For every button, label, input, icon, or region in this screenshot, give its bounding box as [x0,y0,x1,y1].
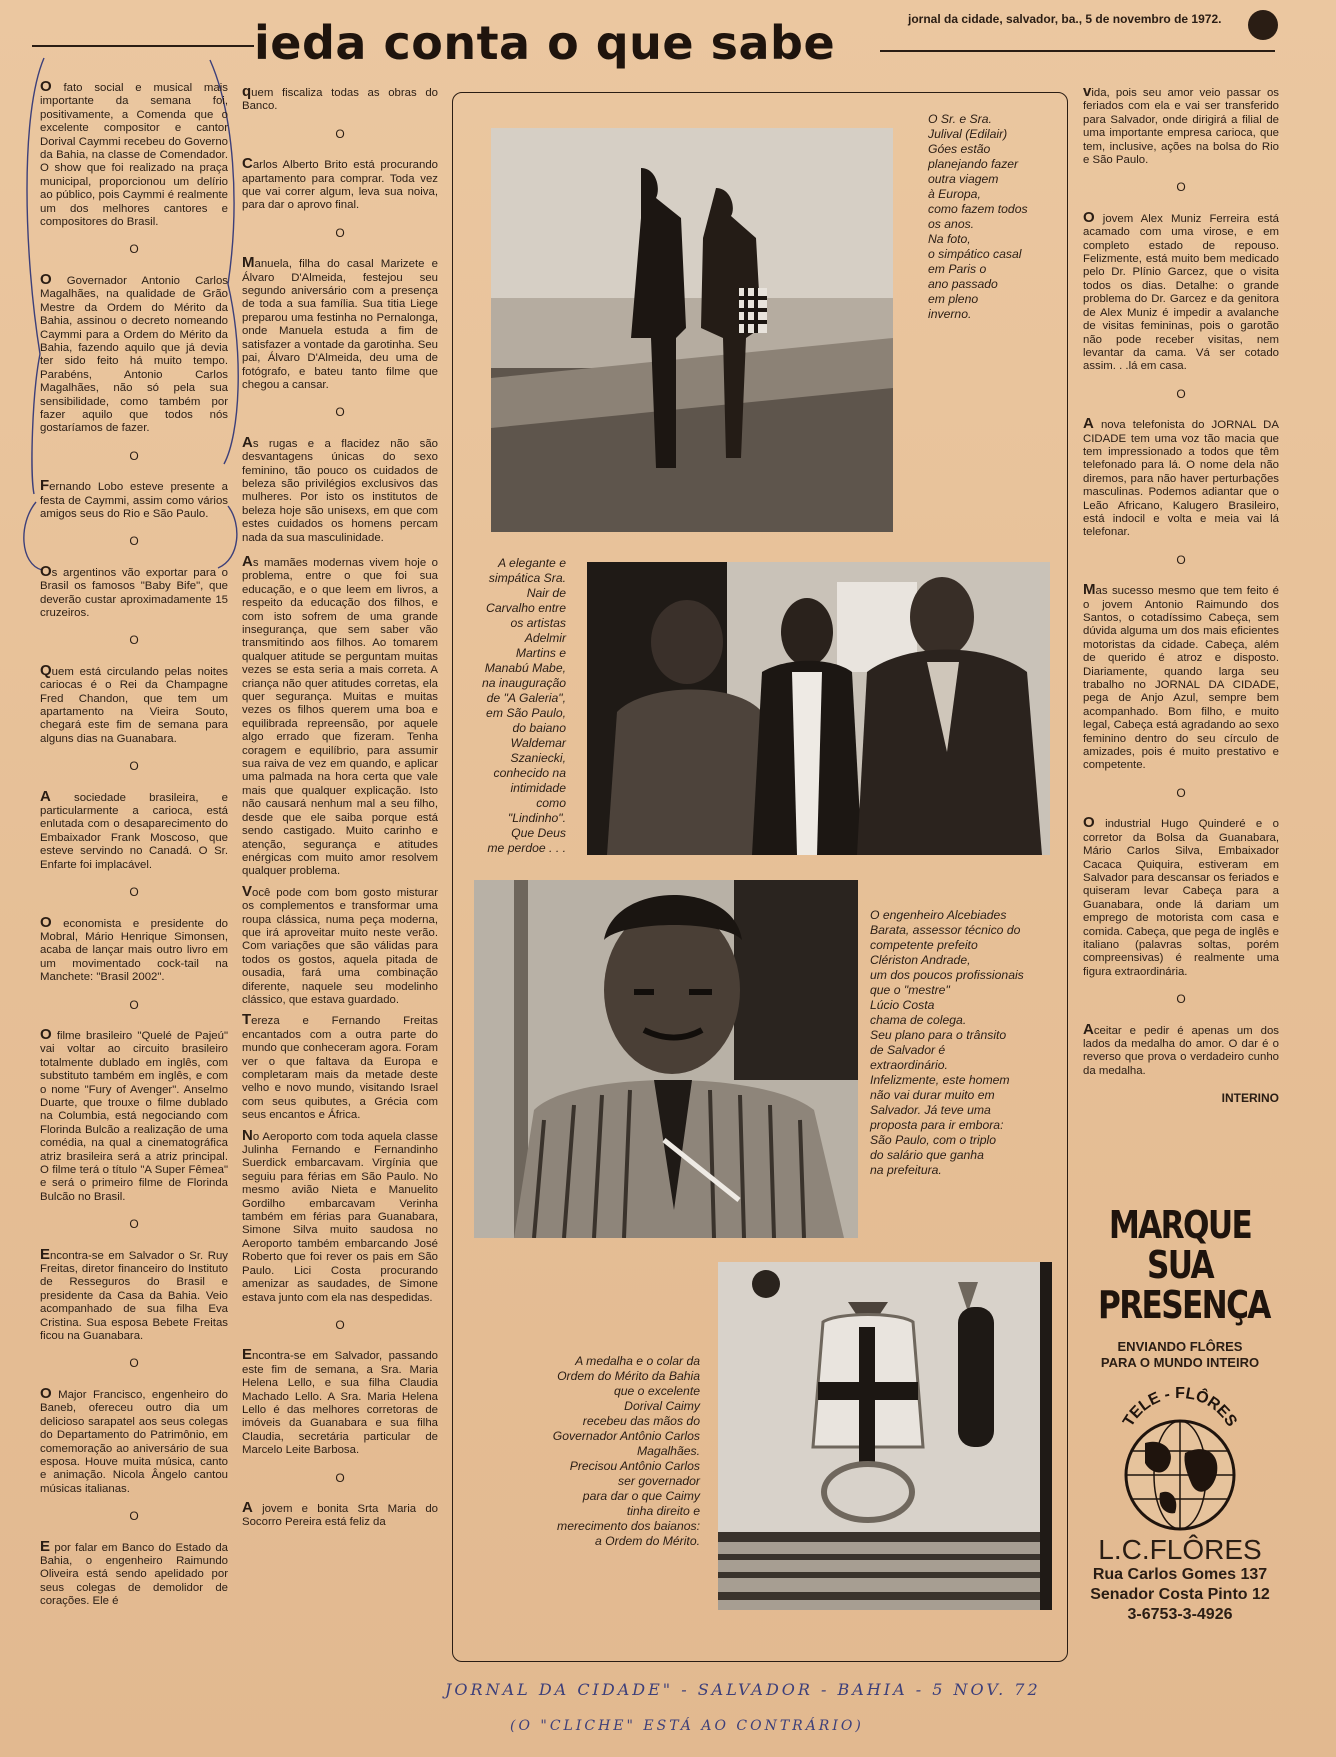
item-text: A sociedade brasileira, e particularmente a carioca, está enlutada com o desaparecimento do Embaixador Frank Moscoso, que esteve servindo no Canadá. O Sr. Enfarte foi implacável. [40,787,228,871]
header-rule-right [880,50,1275,52]
caption-line: extraordinário. [870,1058,948,1072]
separator: O [335,1470,345,1485]
item-text: Você pode com bom gosto misturar os complementos e transformar uma roupa clássica, numa peça moderna, que irá aproveitar muito neste verão. Com variações que são válidas para todos os gostos, aquela pitada de ousadia, fará uma combinação diferente, naquele seu modelinho clássico, que estava guardado. [242,882,438,1006]
caption-line: recebeu das mãos do [582,1414,700,1428]
caption-line: um dos poucos profissionais [870,968,1024,982]
caption-line: Szaniecki, [510,751,566,765]
separator: O [1176,180,1186,195]
gossip-column-2 [242,85,438,1530]
caption-line: do baiano [512,721,566,735]
column-title: ieda conta o que sabe [254,16,836,70]
caption-line: "Lindinho". [507,811,566,825]
caption-line: para dar o que Caimy [582,1489,700,1503]
gossip-column-3 [1083,85,1279,1106]
caption-line: inverno. [928,307,972,321]
caption-couple-paris [928,112,1058,322]
separator: O [129,759,139,774]
separator: O [335,126,345,141]
caption-line: Dorival Caimy [624,1399,700,1413]
dateline: jornal da cidade, salvador, ba., 5 de novembro de 1972. [908,12,1222,26]
item-text: E por falar em Banco do Estado da Bahia, o engenheiro Raimundo Oliveira está sendo apelidado por seus colegas de demolidor de corações. Ele é [40,1537,228,1608]
caption-line: simpática Sra. [488,571,566,585]
caption-line: que o excelente [613,1384,700,1398]
caption-line: me perdoe . . . [487,841,566,855]
item-text: quem fiscaliza todas as obras do Banco. [242,83,438,113]
item-text: A jovem e bonita Srta Maria do Socorro Pereira está feliz da [242,1498,438,1529]
caption-line: em São Paulo, [486,706,566,720]
caption-line: tinha direito e [626,1504,700,1518]
caption-line: São Paulo, com o triplo [870,1133,997,1147]
caption-line: Infelizmente, este homem [870,1073,1010,1087]
caption-line: merecimento dos baianos: [557,1519,700,1533]
item-text: O industrial Hugo Quinderé e o corretor da Bolsa da Guanabara, Mário Carlos Silva, Embaixador Cacaca Quiquira, estiveram em Salvador para descansar os feriados e quiseram levar Cabeça para a Guanabara, onde lá dariam um emprego de motorista com casa e comida. Cabeça, que pega de inglês e italiano (palavras soltas, porém compreensivas) é realmente uma figura extraordinária. [1083,814,1279,978]
ad-subline: PARA O MUNDO INTEIRO [1100,1355,1260,1370]
caption-line: Góes estão [928,142,991,156]
separator: O [129,448,139,463]
caption-line: Salvador. Já teve uma [870,1103,991,1117]
caption-line: Nair de [526,586,566,600]
handwritten-note-source: JORNAL DA CIDADE" - SALVADOR - BAHIA - 5 NOV. 72 [445,1680,1041,1699]
caption-line: Governador Antônio Carlos [552,1429,700,1443]
caption-line: em pleno [928,292,979,306]
header-rule-left [32,45,254,47]
item-text: No Aeroporto com toda aquela classe Julinha Fernando e Fernandinho Suerdick embarcavam. Virgínia que seguiu para férias em São Paulo. No mesmo avião Nieta e Manuelito Gordilho embarcavam Verinha também em férias para Guanabara, Simone Silva muito saudosa no Aeroporto também embarcando José Roberto que foi rever os pais em São Paulo. Lici Costa procurando amenizar as saudades, de Simone estava junto com ela nas despedidas. [242,1126,438,1304]
item-text: As rugas e a flacidez não são desvantagens únicas do sexo feminino, tão pouco os cuidados de beleza são privilégios exclusivos das mulheres. Por isto os institutos de beleza hoje são unisexs, em que com estes cuidados os homens percam nada da sua masculinidade. [242,433,438,544]
caption-line: Na foto, [928,232,971,246]
separator: O [129,633,139,648]
caption-galeria [466,556,566,856]
caption-line: o simpático casal [928,247,1022,261]
item-text: A nova telefonista do JORNAL DA CIDADE tem uma voz tão macia que tem impressionado a todos que têm telefonado para lá. O nome dela não diremos, para não haver perturbações masculinas. Podemos adiantar que o Leão Africano, Kalugero Brasileiro, está indocil e volta e meia vai lá telefonar. [1083,415,1279,539]
caption-line: que o "mestre" [870,983,950,997]
separator: O [335,1317,345,1332]
caption-line: chama de colega. [870,1013,967,1027]
caption-engineer [870,908,1060,1178]
item-text: O economista e presidente do Mobral, Mário Henrique Simonsen, acaba de lançar mais outro livro em um movimentado cock-tail na Manchete: "Brasil 2002". [40,913,228,984]
caption-line: A medalha e o colar da [575,1354,700,1368]
caption-line: outra viagem [928,172,999,186]
caption-line: Carvalho entre [486,601,566,615]
ad-headline-line: PRESENÇA [1098,1283,1270,1327]
caption-line: competente prefeito [870,938,978,952]
caption-line: Martins e [515,646,566,660]
item-text: O Governador Antonio Carlos Magalhães, na qualidade de Grão Mestre da Ordem do Mérito da Bahia, assinou o decreto nomeando Caymmi para a Ordem do Mérito da Bahia, fazendo aquilo que já devia ter sido feito há muito tempo. Parabéns, Antonio Carlos Magalhães, não só pela sua sensibilidade, como também por fazer aquilo que todos nós gostaríamos de fazer. [40,270,228,435]
item-text: Encontra-se em Salvador, passando este fim de semana, a Sra. Maria Helena Lello, e sua filha Claudia Machado Lello. A Sra. Maria Helena Lello é das melhores corretoras de imóveis da Guanabara e sua filha Claudia, secretária particular de Marcelo Leite Barbosa. [242,1346,438,1457]
item-text: Os argentinos vão exportar para o Brasil os famosos "Baby Bife", que deverão custar aproximadamente 15 cruzeiros. [40,562,228,619]
caption-line: em Paris o [928,262,987,276]
caption-line: de "A Galeria", [486,691,566,705]
item-text: vida, pois seu amor veio passar os feriados com ela e vai ser transferido para Salvador, onde dirigirá a filial de uma importante empresa carioca, que tem, inclusive, ações na bolsa do Rio e São Paulo. [1083,83,1279,167]
item-text: Aceitar e pedir é apenas um dos lados da medalha do amor. O dar é o reverso que prova o verdadeiro cunho da medalha. [1083,1020,1279,1077]
caption-line: Lúcio Costa [870,998,935,1012]
item-text: Encontra-se em Salvador o Sr. Ruy Freitas, diretor financeiro do Instituto de Resseguros do Brasil e presidente da Casa da Bahia. Veio acompanhado de sua filha Eva Cristina. Sua esposa Bebete Freitas ficou na Guanabara. [40,1245,228,1343]
separator: O [129,885,139,900]
separator: O [1176,386,1186,401]
caption-line: na inauguração [481,676,566,690]
ad-phone: 3-6753-3-4926 [1127,1606,1233,1623]
item-text: O jovem Alex Muniz Ferreira está acamado com uma virose, e em completo estado de repouso. Felizmente, está muito bem medicado pelo Dr. Plínio Garcez, que o visita todos os dias. Detalhe: o grande problema do Dr. Garcez e da genitora de Alex Muniz é impedir a avalanche de visitas femininas, pois o garotão não pode receber visitas, nem levantar da cama. Vá ser cotado assim. . .lá em casa. [1083,208,1279,373]
separator: O [129,1217,139,1232]
item-text: Mas sucesso mesmo que tem feito é o jovem Antonio Raimundo dos Santos, o cotadíssimo Cabeça, sem dúvida alguma um dos mais eficientes motoristas da cidade. Cabeça, além de querido é atroz e disposto. Diariamente, quando larga seu trabalho no JORNAL DA CIDADE, pega de Anjo Azul, sempre bem acompanhado. Bom filho, e muito legal, Cabeça está agradando ao sexo feminino dentro do seu círculo de amizades, pois é muito prestativo e competente. [1083,581,1279,772]
caption-line: Que Deus [511,826,566,840]
caption-line: como [536,796,566,810]
caption-line: não vai durar muito em [870,1088,995,1102]
caption-line: Waldemar [510,736,566,750]
photo-medal-order [718,1262,1052,1610]
caption-line: Ordem do Mérito da Bahia [557,1369,700,1383]
ad-headline-line: MARQUE [1108,1203,1252,1247]
caption-line: os artistas [510,616,566,630]
caption-line: intimidade [510,781,566,795]
item-text: Quem está circulando pelas noites cariocas é o Rei da Champagne Fred Chandon, que tem um apartamento na Vieira Souto, chegará este fim de semana para alguns dias na Guanabara. [40,661,228,745]
globe-logo-text: TELE - FLÔRES [1119,1385,1240,1430]
separator: O [335,225,345,240]
item-text: Fernando Lobo esteve presente a festa de Caymmi, assim como vários amigos seus do Rio e São Paulo. [40,477,228,520]
caption-line: proposta para ir embora: [870,1118,1004,1132]
globe-icon [1105,1383,1255,1533]
item-text: O Major Francisco, engenheiro do Baneb, ofereceu outro dia um delicioso sarapatel aos seus colegas do Departamento do Patrimônio, em comemoração ao aniversário de sua esposa. Houve muita música, canto e animação. Nicola Ângelo cantou músicas italianas. [40,1384,228,1495]
ad-brand: L.C.FLÔRES [1098,1534,1262,1565]
item-text: Carlos Alberto Brito está procurando apartamento para comprar. Toda vez que vai correr algum, leva sua noiva, para dar o aprovo final. [242,155,438,212]
caption-line: Adelmir [524,631,566,645]
separator: O [129,242,139,257]
separator: O [129,1509,139,1524]
item-text: As mamães modernas vivem hoje o problema, entre o que foi sua educação, e o que leem em livros, a respeito da educação dos filhos, e com isto sofrem de uma grande insegurança, que sem saber vão transmitindo aos filhos. Ao tomarem qualquer atitude se perguntam muitas vezes se esta seria a mais correta. A criança não quer atitudes corretas, ela quer segurança. Muitas e muitas vezes os filhos querem uma boa e equilibrada repreensão, por aquele algo errado que fizeram. Tenha coragem e equilíbrio, para assumir sua raiva de vez em quando, e aplicar uma palmada na hora certa que vale mais que qualquer explicação. Isto não causará nenhum mal a seu filho, desde que ele saiba porque está sendo castigado. Muito carinho e atenção, segurança e atitudes enérgicas com muito amor resolvem qualquer problema. [242,552,438,878]
caption-line: Magalhães. [636,1444,700,1458]
separator: O [335,405,345,420]
separator: O [1176,552,1186,567]
ad-address-line: Senador Costa Pinto 12 [1090,1586,1270,1603]
caption-line: na prefeitura. [870,1163,942,1177]
caption-line: Clériston Andrade, [870,953,971,967]
caption-medal [500,1354,700,1549]
photo-couple-paris [491,128,893,532]
caption-line: como fazem todos [928,202,1028,216]
ad-address-line: Rua Carlos Gomes 137 [1092,1566,1268,1583]
caption-line: O Sr. e Sra. [928,112,992,126]
caption-line: de Salvador é [870,1043,946,1057]
caption-line: Manabú Mabe, [484,661,566,675]
caption-line: A elegante e [498,556,566,570]
caption-line: Precisou Antônio Carlos [569,1459,700,1473]
ad-subline: ENVIANDO FLÔRES [1117,1339,1243,1354]
photo-engineer-barata [474,880,858,1238]
handwritten-note-cliche: (O "CLICHE" ESTÁ AO CONTRÁRIO) [510,1718,864,1734]
florist-advertisement [1080,1205,1280,1655]
item-text: Tereza e Fernando Freitas encantados com a outra parte do mundo que conheceram agora. Foram ver o que faltava da Europa e completaram mais da metade deste velho e novo mundo, visitando Israel com seus quibutes, a Grécia com seus encantos e África. [242,1011,438,1122]
separator: O [1176,785,1186,800]
caption-line: conhecido na [493,766,566,780]
caption-line: Julival (Edilair) [928,127,1008,141]
caption-line: O engenheiro Alcebiades [870,908,1007,922]
separator: O [129,997,139,1012]
caption-line: Seu plano para o trânsito [870,1028,1007,1042]
item-text: Manuela, filha do casal Marizete e Álvaro D'Almeida, festejou seu segundo aniversário com a presença de toda a sua família. Sua titia Liege preparou uma festinha no Pernalonga, onde Manuela estuda a fim de satisfazer a vontade da garotinha. Seu pai, Álvaro D'Almeida, deu uma de fotógrafo, e bateu tanto filme que chegou a cansar. [242,254,438,391]
ad-headline-line: SUA [1147,1243,1213,1287]
separator: O [1176,992,1186,1007]
caption-line: ser governador [618,1474,700,1488]
separator: O [129,534,139,549]
separator: O [129,1356,139,1371]
column-signoff: INTERINO [1221,1091,1279,1106]
caption-line: do salário que ganha [870,1148,984,1162]
caption-line: Barata, assessor técnico do [870,923,1021,937]
caption-line: a Ordem do Mérito. [595,1534,700,1548]
caption-line: à Europa, [928,187,981,201]
caption-line: ano passado [928,277,998,291]
item-text: O filme brasileiro "Quelé de Pajeú" vai voltar ao circuito brasileiro totalmente dublado em inglês, com substituto também em inglês, e com o nome "Fury of Avenger". Anselmo Duarte, que trouxe o filme dublado na Columbia, está negociando com Florinda Bulcão a realização de uma comédia, na qual a cinematográfica atriz brasileira será a atriz principal. O filme terá o título "A Super Fêmea" e será o primeiro filme de Florinda Bulcão no Brasil. [40,1025,228,1203]
round-mark-icon [1248,10,1278,40]
gossip-column-1 [40,80,228,1609]
caption-line: planejando fazer [928,157,1019,171]
caption-line: os anos. [928,217,975,231]
item-text: O fato social e musical mais importante da semana foi, positivamente, a Comenda que o excelente compositor e cantor Dorival Caymmi recebeu do Governo da Bahia, na classe de Comendador. O show que foi realizado na praça municipal, proporcionou um delírio ao público, pois Caymmi é realmente um dos melhores cantores e compositores do Brasil. [40,78,228,229]
photo-galeria-artists [587,562,1050,855]
